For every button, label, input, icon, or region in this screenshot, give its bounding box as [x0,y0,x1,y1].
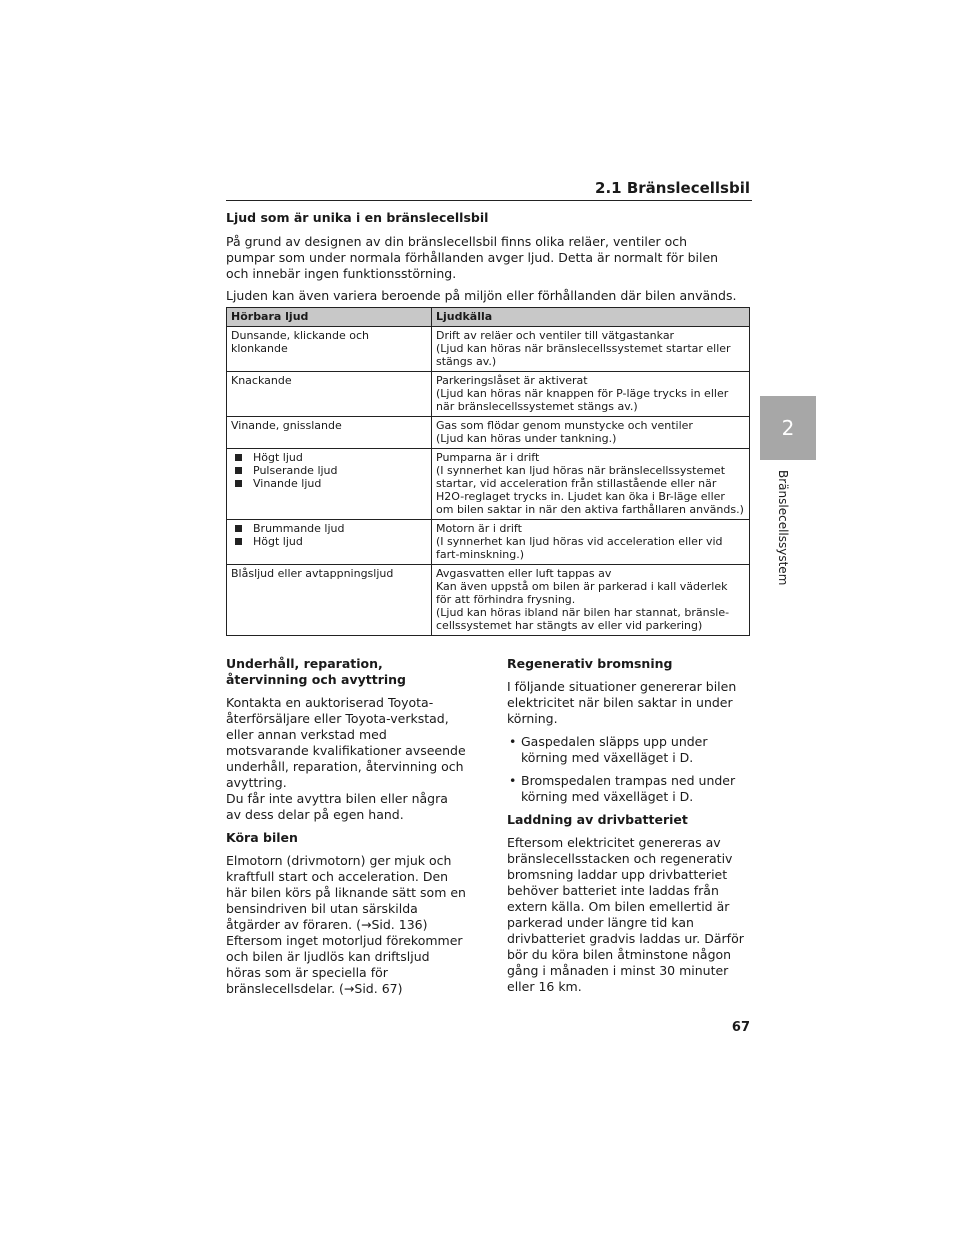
table-row [227,417,750,449]
source-cell [432,565,750,636]
table-row [227,372,750,417]
source-cell [432,327,750,372]
source-line: Motorn är i drift [436,522,522,535]
sound-item: Vinande, gnisslande [231,419,342,432]
table-row [227,327,750,372]
list-item: • Gaspedalen släpps upp under körning med växelläget i D. [507,734,747,766]
table-row [227,449,750,520]
source-line: (Ljud kan höras ibland när bilen har stannat, bränsle-cellssystemet har stängts av eller vid parkering) [436,606,730,632]
source-line: Parkeringslåset är aktiverat [436,374,588,387]
regen-paragraph: I följande situationer genererar bilen elektricitet när bilen saktar in under körning. [507,679,737,726]
chapter-tab [760,396,816,460]
source-cell [432,520,750,565]
source-line: (I synnerhet kan ljud höras vid acceleration eller vid fart-minskning.) [436,535,723,561]
sound-cell [227,520,432,565]
section-title: 2.1 Bränslecellsbil [595,179,750,197]
sound-cell [227,417,432,449]
intro-heading: Ljud som är unika i en bränslecellsbil [226,210,489,225]
sound-item: Högt ljud [231,535,427,548]
source-line: Pumparna är i drift [436,451,540,464]
page-header [226,178,752,201]
maintenance-paragraph: Kontakta en auktoriserad Toyota-återförsäljare eller Toyota-verkstad, eller annan verkstad med motsvarande kvalifikationer avseende underhåll, reparation, återvinning och avyttring. [226,695,466,790]
right-column [507,656,747,1002]
source-line: (I synnerhet kan ljud höras när bränslecellssystemet startar, vid acceleration från stillastående eller när H2O-reglaget trycks in. Ljudet kan öka i Br-läge eller om bilen saktar in när den aktiva farthållaren används.) [436,464,744,516]
list-item: • Bromspedalen trampas ned under körning med växelläget i D. [507,773,747,805]
source-line: (Ljud kan höras när knappen för P-läge trycks in eller när bränslecellssystemet stängs av.) [436,387,729,413]
sound-item: Brummande ljud [231,522,427,535]
sound-item: Högt ljud [231,451,427,464]
disposal-paragraph: Du får inte avyttra bilen eller några av dess delar på egen hand. [226,791,448,822]
sound-item: Blåsljud eller avtappningsljud [231,567,394,580]
header-source: Ljudkälla [432,308,750,327]
chapter-label [762,470,792,630]
source-cell [432,372,750,417]
source-line: (Ljud kan höras under tankning.) [436,432,617,445]
charging-paragraph: Eftersom elektricitet genereras av bränslecellsstacken och regenerativ bromsning laddar upp drivbatteriet behöver batteriet inte laddas från extern källa. Om bilen emellertid är parkerad under längre tid kan drivbatteriet gradvis laddas ur. Därför bör du köra bilen åtminstone någon gång i månaden i minst 30 minuter eller 16 km. [507,835,744,994]
table-row [227,565,750,636]
source-line: (Ljud kan höras när bränslecellssystemet startar eller stängs av.) [436,342,731,368]
page-number: 67 [731,1020,750,1035]
intro-paragraph-1: På grund av designen av din bränslecellsbil finns olika reläer, ventiler och pumpar som under normala förhållanden avger ljud. Detta är normalt för bilen och innebär ingen funktionsstörning. [226,234,719,281]
sound-item: Dunsande, klickande och klonkande [231,329,370,355]
table-row [227,520,750,565]
driving-heading: Köra bilen [226,830,298,845]
sounds-table [226,307,750,636]
source-cell [432,417,750,449]
intro-paragraph-2: Ljuden kan även variera beroende på miljön eller förhållanden där bilen används. [226,288,737,303]
source-line: Drift av reläer och ventiler till vätgastankar [436,329,675,342]
table-header-row [227,308,750,327]
regen-heading: Regenerativ bromsning [507,656,673,671]
sound-item: Knackande [231,374,292,387]
sound-cell [227,565,432,636]
source-line: Kan även uppstå om bilen är parkerad i kall väderlek för att förhindra frysning. [436,580,728,606]
charging-heading: Laddning av drivbatteriet [507,812,688,827]
maintenance-heading: Underhåll, reparation, återvinning och avyttring [226,656,406,687]
sound-cell [227,372,432,417]
source-line: Gas som flödar genom munstycke och ventiler [436,419,693,432]
chapter-number: 2 [781,416,795,440]
sound-item: Pulserande ljud [231,464,427,477]
sound-cell [227,327,432,372]
sound-item: Vinande ljud [231,477,427,490]
source-line: Avgasvatten eller luft tappas av [436,567,612,580]
chapter-label-text: Bränslecellssystem [776,470,790,586]
sound-cell [227,449,432,520]
header-sounds: Hörbara ljud [227,308,432,327]
driving-paragraph: Elmotorn (drivmotorn) ger mjuk och kraftfull start och acceleration. Den här bilen körs på liknande sätt som en bensindriven bil utan särskilda åtgärder av föraren. (→Sid. 136) Eftersom inget motorljud förekommer och bilen är ljudlös kan driftsljud höras som är speciella för bränslecellsdelar. (→Sid. 67) [226,853,466,996]
source-cell [432,449,750,520]
left-column [226,656,466,1004]
